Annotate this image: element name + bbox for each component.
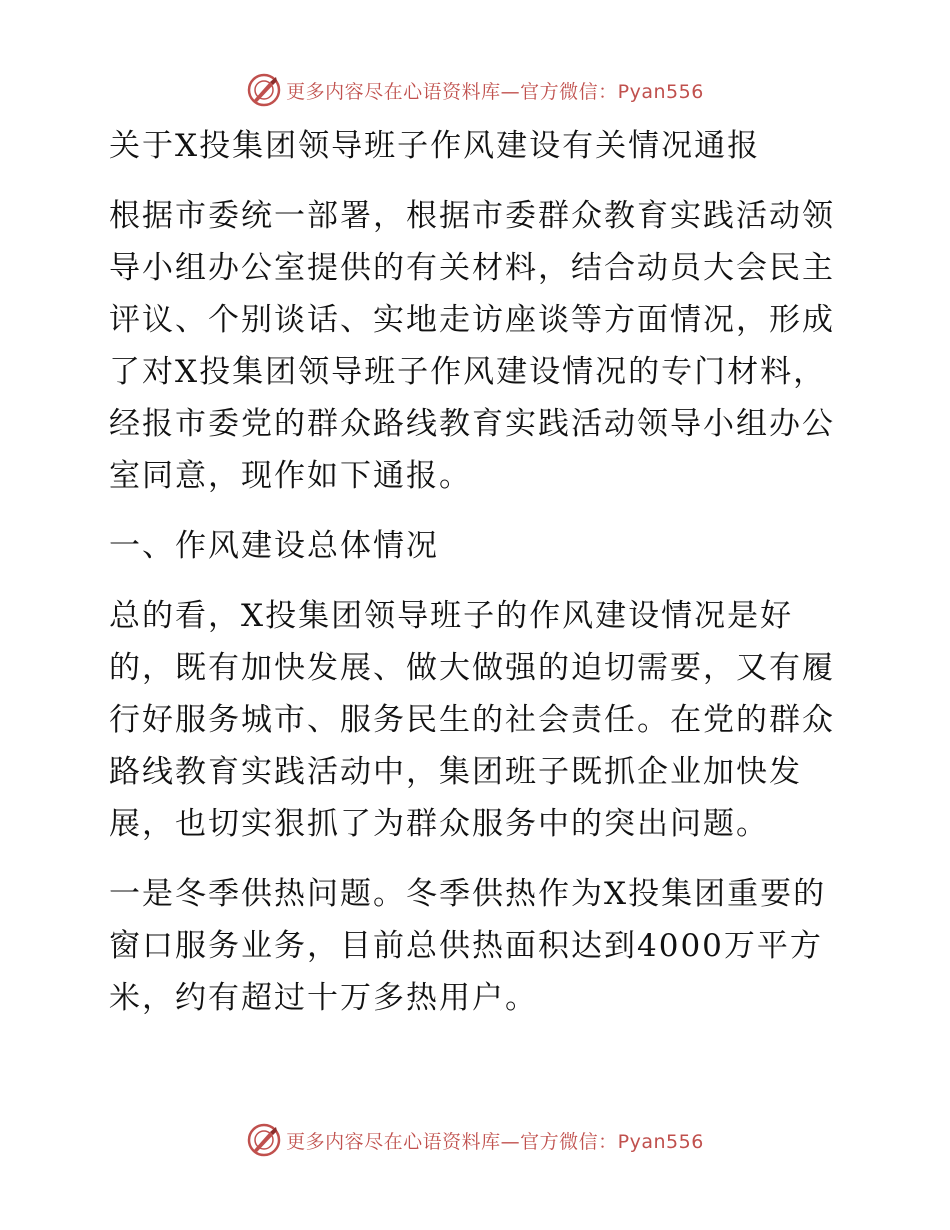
pen-logo-icon	[246, 1122, 282, 1158]
watermark-text: 更多内容尽在心语资料库—官方微信：Pyan556	[286, 80, 704, 103]
watermark-footer	[0, 1120, 950, 1160]
section-heading: 一、作风建设总体情况	[109, 528, 439, 564]
document-title: 关于X投集团领导班子作风建设有关情况通报	[109, 128, 761, 164]
paragraph-heating: 一是冬季供热问题。冬季供热作为X投集团重要的窗口服务业务，目前总供热面积达到4000万平方米，约有超过十万多热用户。	[109, 876, 827, 1016]
watermark-text: 更多内容尽在心语资料库—官方微信：Pyan556	[286, 1130, 704, 1153]
paragraph-overview: 总的看，X投集团领导班子的作风建设情况是好的，既有加快发展、做大做强的迫切需要，又有履行好服务城市、服务民生的社会责任。在党的群众路线教育实践活动中，集团班子既抓企业加快发展，也切实狠抓了为群众服务中的突出问题。	[109, 598, 835, 842]
document-body	[97, 120, 857, 1024]
pen-logo-icon	[246, 72, 282, 108]
paragraph-intro: 根据市委统一部署，根据市委群众教育实践活动领导小组办公室提供的有关材料，结合动员大会民主评议、个别谈话、实地走访座谈等方面情况，形成了对X投集团领导班子作风建设情况的专门材料，经报市委党的群众路线教育实践活动领导小组办公室同意，现作如下通报。	[109, 198, 835, 494]
watermark-header	[0, 70, 950, 110]
